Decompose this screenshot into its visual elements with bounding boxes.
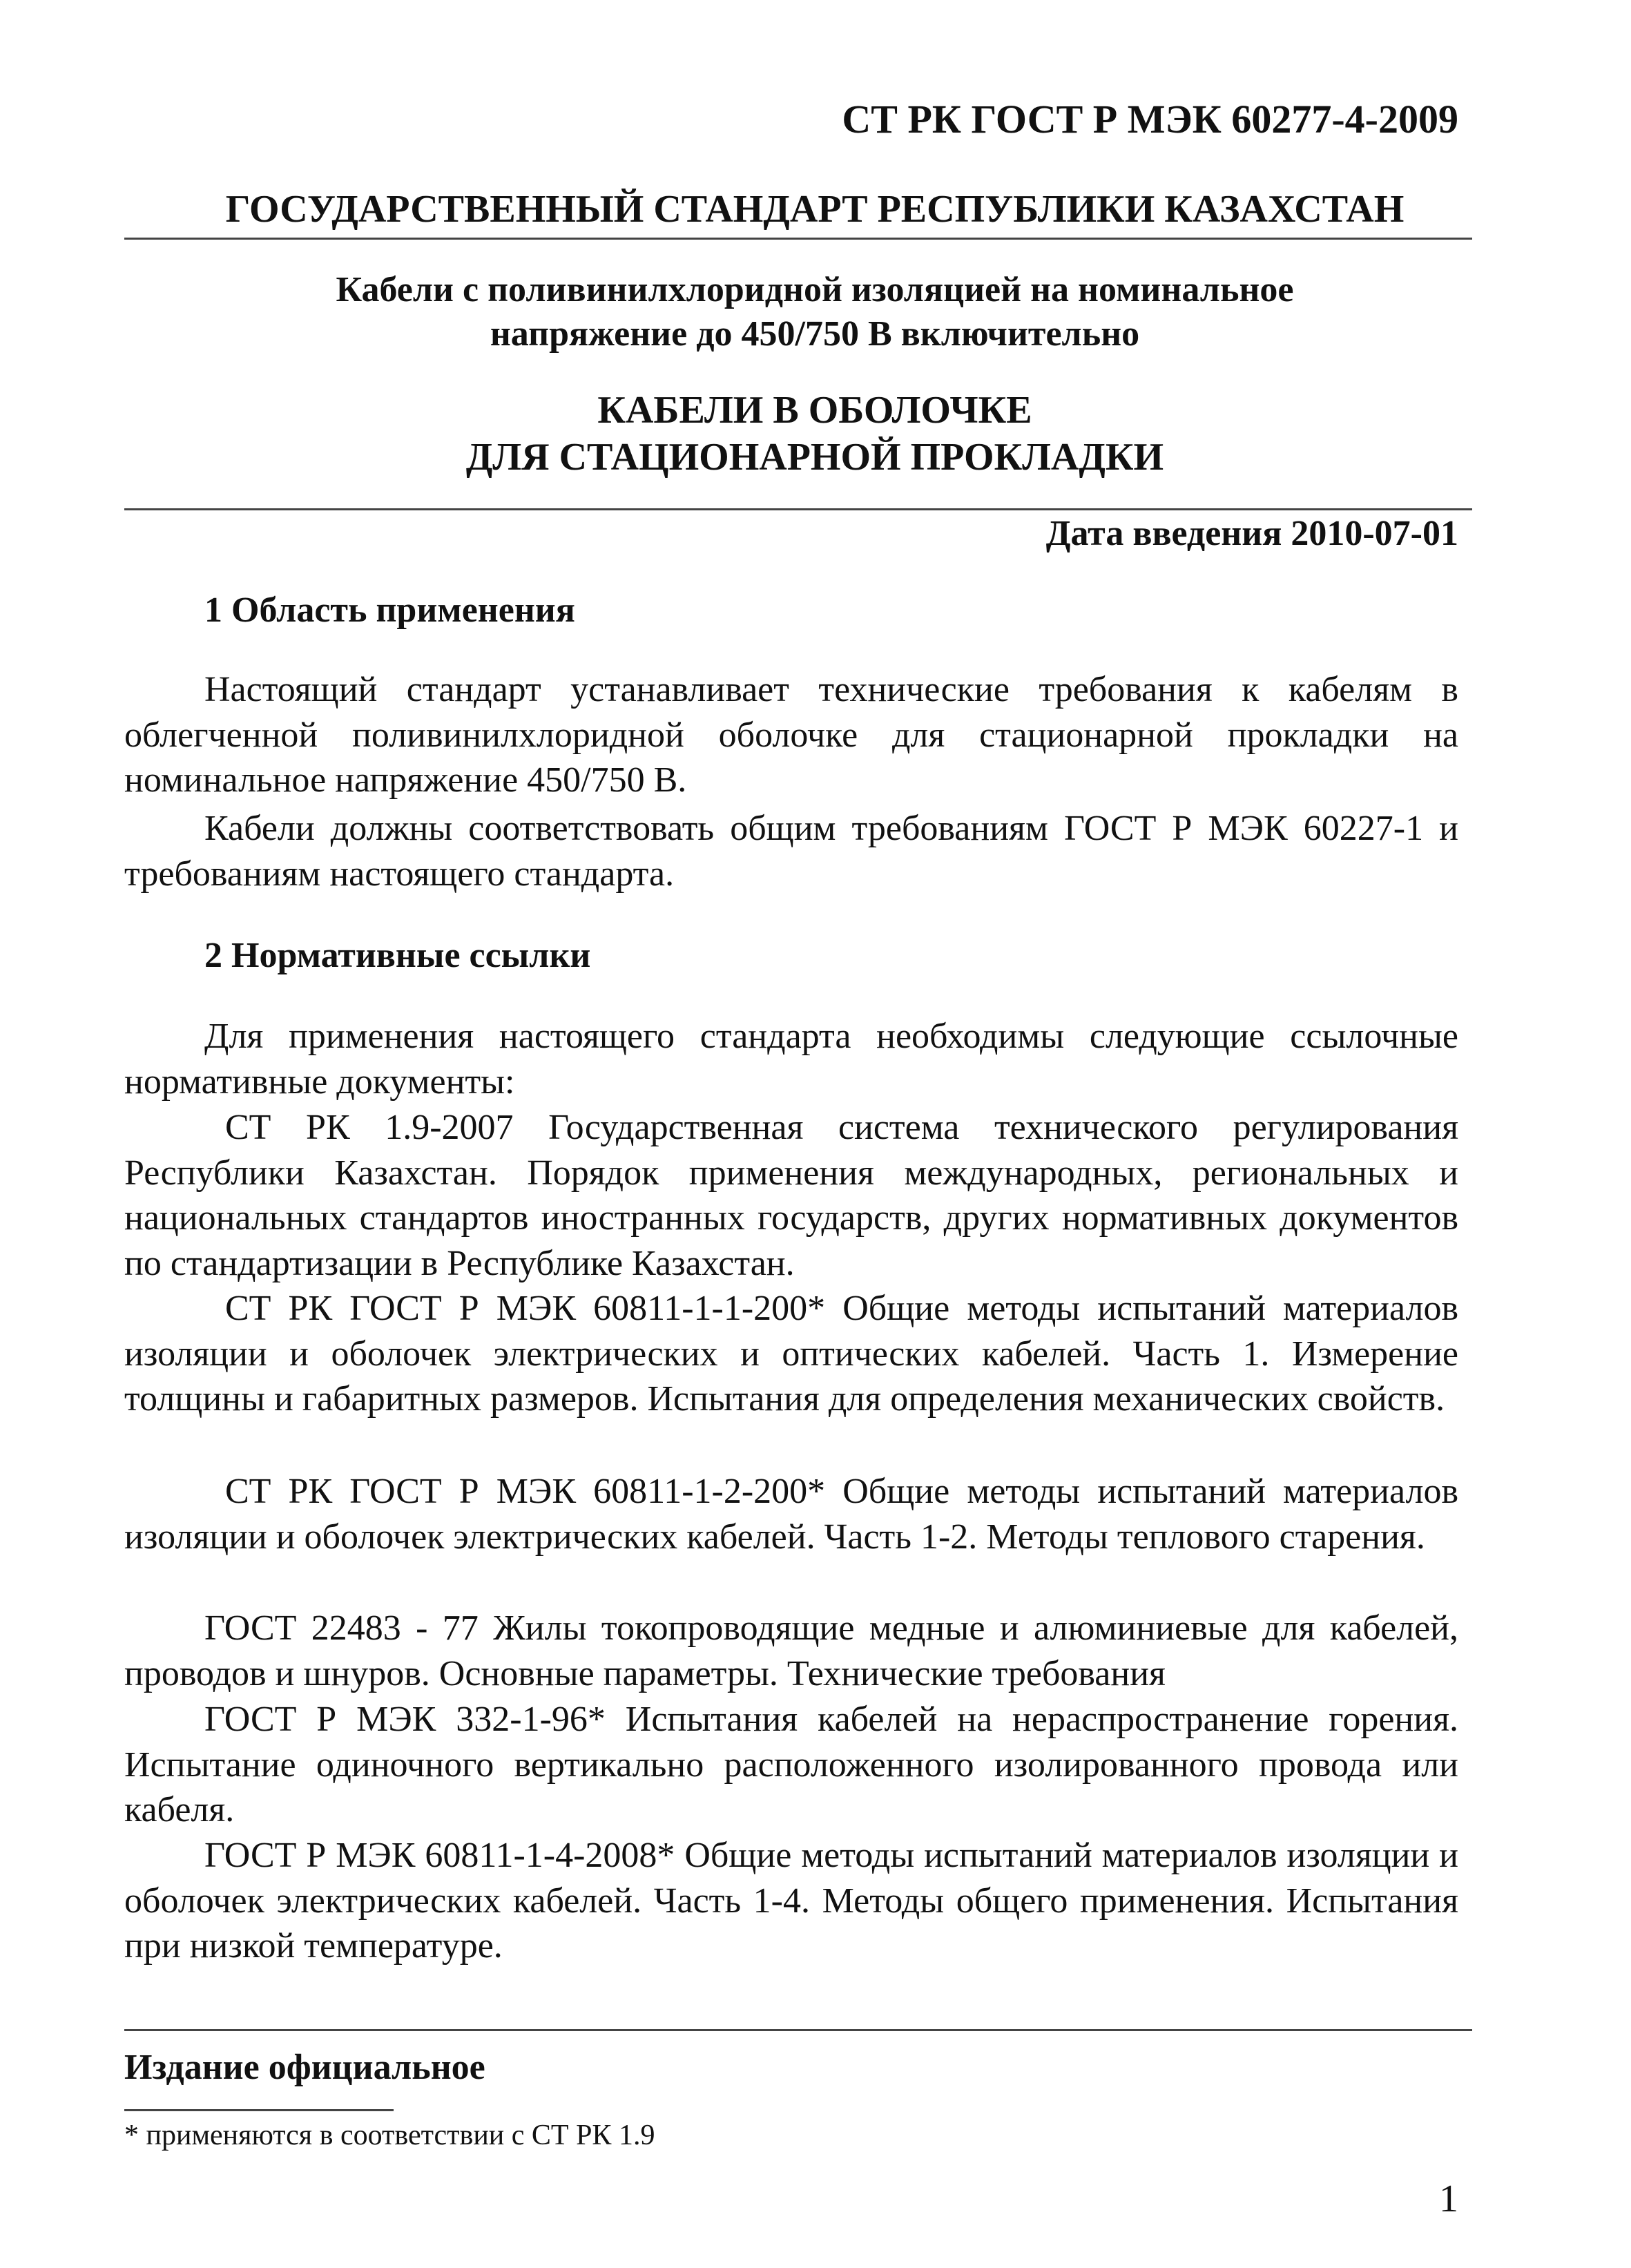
reference-item: ГОСТ 22483 - 77 Жилы токопроводящие медные и алюминиевые для кабелей, проводов и шнуров. Основные параметры. Технические требования (124, 1608, 1458, 1693)
footer-divider (124, 2029, 1472, 2031)
standard-designation: СТ РК ГОСТ Р МЭК 60277-4-2009 (842, 97, 1458, 142)
section-1-paragraph-1: Настоящий стандарт устанавливает технические требования к кабелям в облегченной поливинилхлоридной оболочке для стационарной прокладки на номинальное напряжение 450/750 В. (124, 670, 1458, 800)
introduction-date: Дата введения 2010-07-01 (1045, 514, 1458, 553)
reference-item: ГОСТ Р МЭК 332-1-96* Испытания кабелей на нераспространение горения. Испытание одиночного вертикально расположенного изолированного провода или кабеля. (124, 1700, 1458, 1829)
section-1-paragraph-2: Кабели должны соответствовать общим требованиям ГОСТ Р МЭК 60227-1 и требованиям настоящего стандарта. (124, 809, 1458, 894)
official-edition-label: Издание официальное (124, 2048, 485, 2087)
section-2-heading: 2 Нормативные ссылки (204, 936, 591, 975)
section-1-heading: 1 Область применения (204, 590, 575, 630)
page-number: 1 (1439, 2178, 1458, 2220)
document-title (124, 268, 1505, 356)
subtitle-line-1: КАБЕЛИ В ОБОЛОЧКЕ (597, 389, 1032, 432)
reference-item: СТ РК ГОСТ Р МЭК 60811-1-1-200* Общие методы испытаний материалов изоляции и оболочек электрических и оптических кабелей. Часть 1. Измерение толщины и габаритных размеров. Испытания для определения механических свойств. (124, 1289, 1458, 1419)
reference-item: ГОСТ Р МЭК 60811-1-4-2008* Общие методы испытаний материалов изоляции и оболочек электрических кабелей. Часть 1-4. Методы общего применения. Испытания при низкой температуре. (124, 1836, 1458, 1966)
document-subtitle (124, 387, 1505, 481)
reference-item: СТ РК ГОСТ Р МЭК 60811-1-2-200* Общие методы испытаний материалов изоляции и оболочек электрических кабелей. Часть 1-2. Методы теплового старения. (124, 1472, 1458, 1557)
section-2-intro: Для применения настоящего стандарта необходимы следующие ссылочные нормативные документы: (124, 1017, 1458, 1102)
title-line-2: напряжение до 450/750 В включительно (490, 314, 1140, 354)
footnote-rule (124, 2109, 394, 2111)
footnote: * применяются в соответствии с СТ РК 1.9 (124, 2120, 655, 2151)
state-standard-title: ГОСУДАРСТВЕННЫЙ СТАНДАРТ РЕСПУБЛИКИ КАЗАХСТАН (225, 188, 1405, 231)
header-divider (124, 238, 1472, 240)
title-line-1: Кабели с поливинилхлоридной изоляцией на номинальное (336, 270, 1294, 309)
reference-item: СТ РК 1.9-2007 Государственная система технического регулирования Республики Казахстан. Порядок применения международных, региональных и национальных стандартов иностранных государств, других нормативных документов по стандартизации в Республике Казахстан. (124, 1108, 1458, 1283)
subtitle-line-2: ДЛЯ СТАЦИОНАРНОЙ ПРОКЛАДКИ (465, 436, 1164, 479)
